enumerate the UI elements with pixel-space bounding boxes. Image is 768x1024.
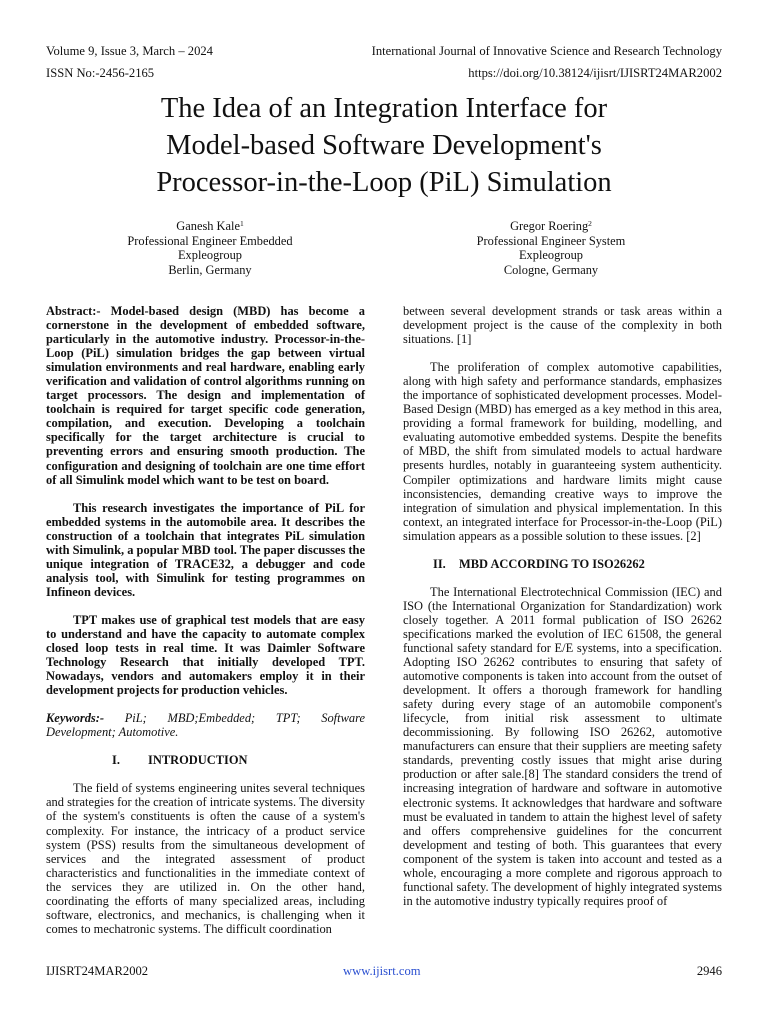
- author-org: Expleogroup: [518, 248, 583, 263]
- section-heading-mbd: II. MBD ACCORDING TO ISO26262: [433, 556, 645, 571]
- issn: ISSN No:-2456-2165: [46, 66, 155, 80]
- abstract-paragraph: Abstract:- Model-based design (MBD) has become a cornerstone in the development of embedded software, particularly in the automotive industry. Processor-in-the-Loop (PiL) simulation bridges the gap between virtual simulation environments and real hardware, enabling early verification and validation of control algorithms running on target processors. The design and implementation of toolchain is required for target specific code generation, compilation, and execution. Developing a toolchain specifically for the target architecture is crucial to preventing errors and ensuring smooth production. The configuration and designing of toolchain are one time effort of all Simulink model which want to be test on board.: [46, 304, 365, 487]
- title-line-3: Processor-in-the-Loop (PiL) Simulation: [156, 167, 612, 198]
- body-paragraph: The International Electrotechnical Commission (IEC) and ISO (the International Organization for Standardization) work closely together. A 2011 formal publication of ISO 26262 specifications marked the evolution of IEC 61508, the general functional safety standard for E/E systems, into a specification. Adopting ISO 26262 contributes to ensuring that safety of automotive components is taken into account from the outset of development. It offers a thorough framework for handling safety during every stage of an automobile component's lifecycle, from initial risk assessment to ultimate decommissioning. By following ISO 26262, automotive manufacturers can ensure that their suppliers are meeting safety standards, preventing costly issues that might arise during production or after sale.[8] The standard considers the trend of increasing integration of hardware and software in automotive electronic systems. It acknowledges that hardware and software must be evaluated in tandem to attain the highest level of safety and offers comprehensive guidelines for the concurrent development and testing of both. This guarantees that every component of the system is taken into account and tested as a whole, encouraging a more complete and rigorous approach to functional safety. The development of highly integrated systems in the automotive industry typically requires proof of: [403, 584, 722, 908]
- footer-paper-code: IJISRT24MAR2002: [46, 964, 149, 978]
- body-paragraph: The field of systems engineering unites several techniques and strategies for the creation of intricate systems. The diversity of the system's constituents is often the cause of a system's complexity. For instance, the intricacy of a product service system (PSS) results from the simultaneous development of services and the integrated assessment of product characteristics and functionalities in the immediate context of the services they are utilized in. On the other hand, coordinating the efforts of many specialized areas, including software, electronics, and mechanics, is challenging when it comes to mechatronic systems. The difficult coordination: [46, 781, 365, 936]
- journal-name: International Journal of Innovative Science and Research Technology: [371, 44, 722, 58]
- author-role: Professional Engineer Embedded: [127, 233, 293, 248]
- author-name: Gregor Roering$^2$: [510, 219, 592, 233]
- author-role: Professional Engineer System: [476, 233, 626, 248]
- right-column: [403, 304, 722, 908]
- author-city: Cologne, Germany: [503, 262, 599, 277]
- keywords: Keywords:- PiL; MBD;Embedded; TPT; Software Development; Automotive.: [46, 711, 366, 740]
- doi-link[interactable]: https://doi.org/10.38124/ijisrt/IJISRT24MAR2002: [468, 66, 722, 80]
- author-org: Expleogroup: [177, 248, 242, 263]
- title-line-1: The Idea of an Integration Interface for: [160, 93, 608, 124]
- abstract-paragraph: This research investigates the importance of PiL for embedded systems in the automobile area. It describes the construction of a toolchain that integrates PiL simulation with Simulink, a popular MBD tool. The paper discusses the unique integration of TRACE32, a debugger and code analysis tool, with Simulink for testing programmes on Infineon devices.: [46, 500, 365, 599]
- body-paragraph: between several development strands or task areas within a development project is the cause of the complexity in both situations. [1]: [403, 304, 722, 347]
- footer-website-link[interactable]: www.ijisrt.com: [343, 964, 421, 978]
- page-number: 2946: [696, 964, 722, 978]
- author-block-2: [431, 219, 671, 277]
- left-column: [46, 304, 365, 936]
- author-city: Berlin, Germany: [168, 262, 252, 277]
- section-heading-introduction: I. INTRODUCTION: [112, 753, 248, 768]
- body-paragraph: The proliferation of complex automotive capabilities, along with high safety and performance standards, emphasizes the importance of sophisticated development processes. Model-Based Design (MBD) has emerged as a key method in this area, providing a formal framework for building, modelling, and evaluating automotive embedded systems. Despite the benefits of MBD, the shift from simulated models to actual hardware presents hurdles, notably in guaranteeing system authenticity. Compiler optimizations and hardware limits might cause inconsistencies, demanding creative ways to improve the integration of simulation and physical implementation. In this context, an integrated interface for Processor-in-the-Loop (PiL) simulation appears as a possible solution to these issues. [2]: [403, 360, 722, 543]
- volume-info: Volume 9, Issue 3, March – 2024: [46, 44, 213, 58]
- abstract-paragraph: TPT makes use of graphical test models that are easy to understand and have the capacity to automate complex closed loop tests in real time. It was Daimler Software Technology Research that initially developed TPT. Nowadays, vendors and automakers employ it in their development projects for production vehicles.: [46, 612, 365, 698]
- author-block-1: [90, 219, 330, 277]
- author-name: Ganesh Kale$^1$: [176, 219, 244, 233]
- paper-title: [30, 90, 738, 201]
- title-line-2: Model-based Software Development's: [166, 130, 602, 161]
